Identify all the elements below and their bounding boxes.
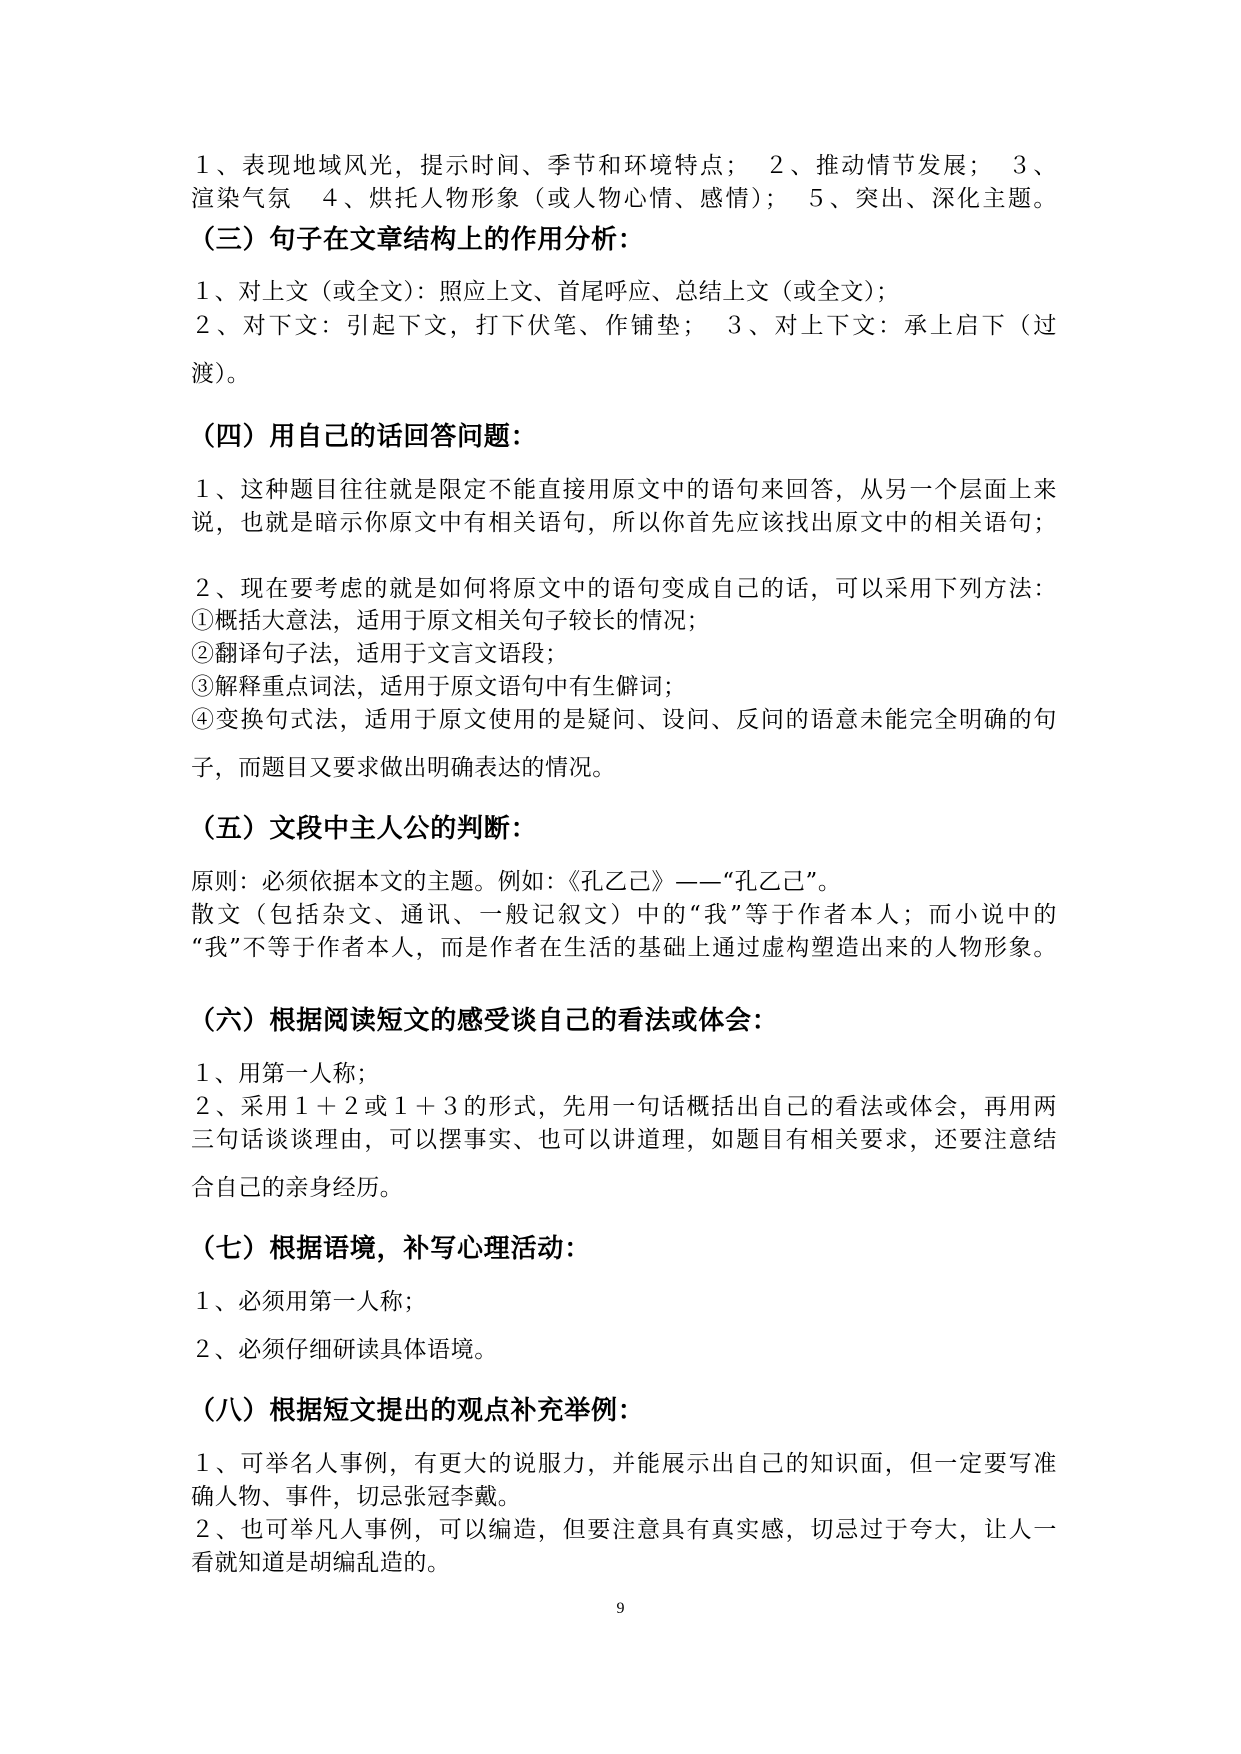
section-8-line-2: 确人物、事件，切忌张冠李戴。 (191, 1484, 522, 1510)
section-6-heading: （六）根据阅读短文的感受谈自己的看法或体会： (189, 1006, 779, 1036)
section-4-heading: （四）用自己的话回答问题： (189, 422, 538, 452)
section-5-line-3: “我”不等于作者本人，而是作者在生活的基础上通过虚构塑造出来的人物形象。 (191, 935, 1057, 961)
section-7-heading: （七）根据语境，补写心理活动： (189, 1234, 592, 1264)
section-6-line-1: １、用第一人称； (191, 1061, 380, 1087)
section-5-heading: （五）文段中主人公的判断： (189, 814, 538, 844)
section-3-line-2: ２、对下文：引起下文，打下伏笔、作铺垫； ３、对上下文：承上启下（过 (191, 313, 1057, 339)
section-3-heading: （三）句子在文章结构上的作用分析： (189, 225, 645, 255)
section-7-line-2: ２、必须仔细研读具体语境。 (191, 1337, 498, 1363)
section-5-line-2: 散文（包括杂文、通讯、一般记叙文）中的“我”等于作者本人；而小说中的 (191, 902, 1057, 928)
section-8-line-3: ２、也可举凡人事例，可以编造，但要注意具有真实感，切忌过于夸大，让人一 (191, 1517, 1057, 1543)
section-4-line-5: ②翻译句子法，适用于文言文语段； (191, 641, 569, 667)
section-5-line-1: 原则：必须依据本文的主题。例如：《孔乙己》——“孔乙己”。 (191, 869, 842, 895)
section-6-line-2: ２、采用１＋２或１＋３的形式，先用一句话概括出自己的看法或体会，再用两 (191, 1094, 1057, 1120)
intro-line-2: 渲染气氛 ４、烘托人物形象（或人物心情、感情）； ５、突出、深化主题。 (191, 186, 1057, 212)
section-7-line-1: １、必须用第一人称； (191, 1289, 427, 1315)
page-number: 9 (616, 1600, 625, 1617)
section-6-line-3: 三句话谈谈理由，可以摆事实、也可以讲道理，如题目有相关要求，还要注意结 (191, 1127, 1057, 1153)
section-4-line-1: １、这种题目往往就是限定不能直接用原文中的语句来回答，从另一个层面上来 (191, 477, 1057, 503)
section-4-line-8: 子，而题目又要求做出明确表达的情况。 (191, 755, 616, 781)
section-8-line-4: 看就知道是胡编乱造的。 (191, 1550, 451, 1576)
section-4-line-6: ③解释重点词法，适用于原文语句中有生僻词； (191, 674, 687, 700)
section-8-heading: （八）根据短文提出的观点补充举例： (189, 1396, 645, 1426)
section-4-line-2: 说，也就是暗示你原文中有相关语句，所以你首先应该找出原文中的相关语句； (191, 510, 1057, 536)
section-4-line-4: ①概括大意法，适用于原文相关句子较长的情况； (191, 608, 711, 634)
section-6-line-4: 合自己的亲身经历。 (191, 1175, 404, 1201)
section-3-line-1: １、对上文（或全文）：照应上文、首尾呼应、总结上文（或全文）； (191, 279, 900, 305)
intro-line-1: １、表现地域风光，提示时间、季节和环境特点； ２、推动情节发展； ３、 (191, 153, 1057, 179)
section-4-line-7: ④变换句式法，适用于原文使用的是疑问、设问、反问的语意未能完全明确的句 (191, 707, 1057, 733)
section-8-line-1: １、可举名人事例，有更大的说服力，并能展示出自己的知识面，但一定要写准 (191, 1451, 1057, 1477)
section-3-line-3: 渡）。 (191, 361, 251, 387)
section-4-line-3: ２、现在要考虑的就是如何将原文中的语句变成自己的话，可以采用下列方法： (191, 576, 1057, 602)
